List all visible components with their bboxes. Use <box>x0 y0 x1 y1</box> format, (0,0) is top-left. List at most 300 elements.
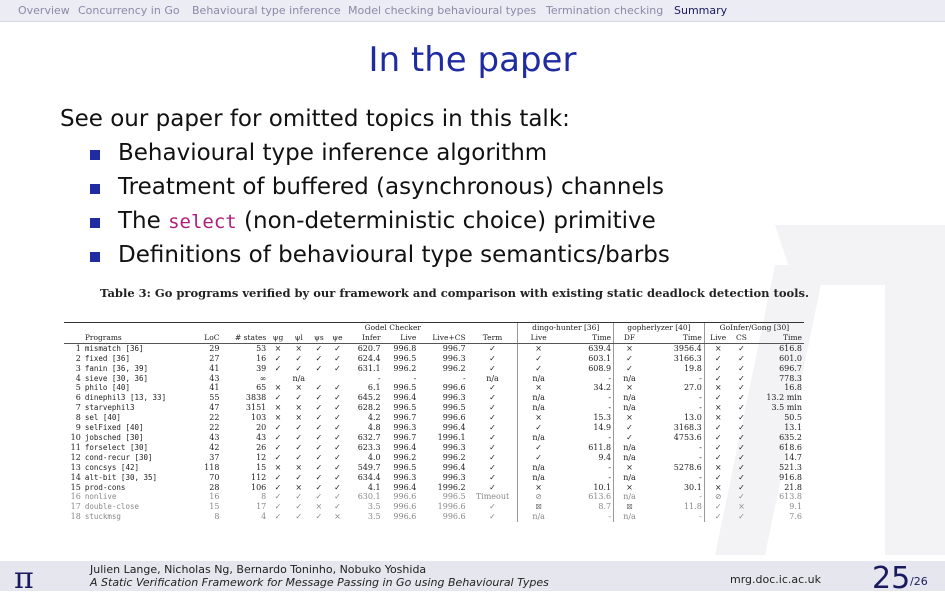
column-header: Live <box>704 333 731 343</box>
table-cell: ✓ <box>489 502 496 512</box>
table-cell: 7 <box>75 403 81 413</box>
table-cell: ✓ <box>315 353 323 363</box>
table-cell: × <box>518 343 559 353</box>
table-cell: ✓ <box>334 482 341 492</box>
table-cell: n/a <box>614 443 645 453</box>
table-cell: 53 <box>256 343 267 353</box>
table-cell: 30.1 <box>683 482 702 492</box>
table-cell: 3956.4 <box>673 343 702 353</box>
table-cell: ✓ <box>489 383 496 393</box>
table-cell: 996.6 <box>442 512 466 522</box>
table-cell: 13.2 min <box>766 393 802 403</box>
table-cell: 28 <box>209 482 220 492</box>
bullet-text: Behavioural type inference algorithm <box>118 140 548 166</box>
table-row <box>64 343 804 353</box>
table-cell: ✓ <box>704 502 731 512</box>
table-cell: 2 <box>75 353 81 363</box>
table-row <box>64 393 804 403</box>
table-cell: ✓ <box>295 423 303 433</box>
list-item <box>90 140 670 174</box>
table-cell: 15.3 <box>593 413 612 423</box>
table-cell: ✓ <box>489 452 496 462</box>
table-cell: ✓ <box>738 353 745 363</box>
table-cell: × <box>315 502 323 512</box>
table-cell: ✓ <box>334 343 341 353</box>
table-cell: 996.3 <box>442 353 466 363</box>
column-header: ψg <box>268 333 287 343</box>
column-header: ψl <box>288 333 310 343</box>
table-cell: 630.1 <box>357 492 381 502</box>
table-cell: ✓ <box>489 413 496 423</box>
table-cell: 3 <box>75 363 81 373</box>
table-cell: ✓ <box>518 364 559 374</box>
table-row <box>64 433 804 443</box>
table-cell: ✓ <box>334 383 341 393</box>
table-cell: ✓ <box>489 423 496 433</box>
table-cell: ✓ <box>738 452 745 462</box>
table-cell: 608.9 <box>588 363 612 373</box>
table-cell: 3166.3 <box>673 353 702 363</box>
table-cell: ✓ <box>738 343 745 353</box>
table-row <box>64 463 804 473</box>
table-cell: 10 <box>70 432 81 442</box>
table-cell: 22 <box>209 423 220 433</box>
table-cell: 39 <box>256 363 267 373</box>
table-cell: ✓ <box>315 472 323 482</box>
table-cell: 3168.3 <box>673 423 702 433</box>
table-cell: 696.7 <box>779 363 802 373</box>
table-cell: ✓ <box>738 482 745 492</box>
table-cell: 8 <box>261 492 267 502</box>
table-row <box>64 453 804 463</box>
table-cell: n/a <box>518 393 559 403</box>
table-cell: × <box>614 383 645 393</box>
table-cell <box>328 374 347 384</box>
table-cell: ✓ <box>738 423 745 433</box>
table-row <box>64 512 804 522</box>
table-cell: ✓ <box>489 363 496 373</box>
table-cell: ⊘ <box>704 492 731 502</box>
table-cell: ✓ <box>489 353 496 363</box>
table-cell: 13 <box>70 462 81 472</box>
godel-header: Godel Checker <box>364 323 421 332</box>
nav-termination-checking[interactable]: Termination checking <box>546 4 664 17</box>
table-cell: 601.0 <box>779 353 802 363</box>
column-header: Programs <box>83 333 196 343</box>
table-cell: 14 <box>70 472 81 482</box>
table-cell: 11 <box>70 442 81 452</box>
table-cell: n/a <box>614 492 645 502</box>
table-cell: ✓ <box>295 353 303 363</box>
table-cell: 15 <box>209 502 220 512</box>
table-cell: × <box>704 463 731 473</box>
bullet-square-icon <box>90 184 100 194</box>
table-cell: ✓ <box>738 462 745 472</box>
table-cell: × <box>274 413 282 423</box>
topic-list <box>90 140 670 276</box>
table-cell: 112 <box>250 472 267 482</box>
table-cell: ✓ <box>315 423 323 433</box>
table-cell: ✓ <box>295 512 303 522</box>
table-cell: × <box>274 383 282 393</box>
bullet-text-post: (non-deterministic choice) primitive <box>236 208 656 234</box>
table-cell: × <box>274 462 282 472</box>
table-cell: 634.4 <box>357 472 381 482</box>
table-cell: 22 <box>209 413 220 423</box>
table-cell: ✓ <box>274 502 282 512</box>
nav-overview[interactable]: Overview <box>18 4 70 17</box>
table-cell: × <box>704 483 731 493</box>
table-cell: 631.1 <box>357 363 381 373</box>
table-cell: ✓ <box>315 343 323 353</box>
table-cell: ✓ <box>334 423 341 433</box>
table-cell: n/a <box>614 393 645 403</box>
table-cell: 549.7 <box>357 462 381 472</box>
table-cell: 996.5 <box>393 462 417 472</box>
table-cell: 996.3 <box>442 442 466 452</box>
table-cell: × <box>614 463 645 473</box>
table-cell: ⊠ <box>614 502 645 512</box>
table-cell: ✓ <box>704 374 731 384</box>
table-cell: - <box>699 403 702 413</box>
table-cell: ✓ <box>738 363 745 373</box>
table-cell: × <box>614 413 645 423</box>
table-cell: sel [40] <box>84 413 121 423</box>
table-cell: ✓ <box>738 512 745 522</box>
table-cell: ✓ <box>274 482 282 492</box>
table-cell: ✓ <box>704 453 731 463</box>
table-cell: 1996.1 <box>437 432 466 442</box>
table-cell: stuckmsg <box>84 512 121 522</box>
table-cell: × <box>295 462 303 472</box>
table-cell: 6 <box>75 393 81 403</box>
table-cell: 21.8 <box>784 482 802 492</box>
column-header: Live+CS <box>418 333 467 343</box>
select-keyword: select <box>168 211 237 233</box>
table-cell: ✓ <box>315 363 323 373</box>
bullet-text: Treatment of buffered (asynchronous) channels <box>118 174 664 200</box>
table-cell: 29 <box>209 343 220 353</box>
column-header: Live <box>518 333 559 343</box>
column-header-row <box>64 333 804 343</box>
table-cell: ✓ <box>295 393 303 403</box>
table-cell: × <box>518 383 559 393</box>
table-cell: 5278.6 <box>673 462 702 472</box>
table-cell: 26 <box>256 442 267 452</box>
table-cell: ✓ <box>315 413 323 423</box>
table-cell: dinephil3 [13, 33] <box>84 393 167 403</box>
column-header: CS <box>732 333 752 343</box>
nav-concurrency-in-go[interactable]: Concurrency in Go <box>78 4 180 17</box>
table-cell: × <box>518 413 559 423</box>
intro-text: See our paper for omitted topics in this talk: <box>60 106 570 132</box>
table-cell: 4.1 <box>367 482 381 492</box>
table-cell: ✓ <box>704 393 731 403</box>
table-cell: ✓ <box>489 462 496 472</box>
table-cell: nonlive <box>84 492 117 502</box>
table-cell: 4753.6 <box>673 432 702 442</box>
table-cell: n/a <box>518 403 559 413</box>
table-cell: × <box>704 343 731 353</box>
table-cell: 4 <box>261 512 267 522</box>
page-number: 25 <box>872 561 911 596</box>
table-cell: 996.4 <box>442 423 466 433</box>
table-cell: 996.2 <box>393 452 417 462</box>
table-cell: × <box>738 502 745 512</box>
table-cell: ✓ <box>334 403 341 413</box>
table-row <box>64 354 804 364</box>
table-cell: ⊠ <box>518 502 559 512</box>
table-cell: ✓ <box>489 432 496 442</box>
table-cell: 42 <box>209 442 220 452</box>
table-cell: 639.4 <box>588 343 612 353</box>
table-cell: ✓ <box>518 443 559 453</box>
table-cell: 4.2 <box>367 413 381 423</box>
table-cell: 9.1 <box>789 502 802 512</box>
table-cell: ✓ <box>738 383 745 393</box>
table-cell: 118 <box>204 462 220 472</box>
table-cell: 4.0 <box>367 452 381 462</box>
table-cell: × <box>295 343 303 353</box>
table-cell: ✓ <box>295 442 303 452</box>
table-cell: - <box>608 393 612 403</box>
table-cell: 996.2 <box>393 363 417 373</box>
table-cell: n/a <box>614 403 645 413</box>
goinfer-header: GoInfer/Gong [30] <box>704 323 804 333</box>
column-header: ψe <box>328 333 347 343</box>
table-cell: ✓ <box>738 373 745 383</box>
table-cell: ✓ <box>295 492 303 502</box>
table-cell: × <box>614 483 645 493</box>
table-cell: 14.9 <box>593 423 612 433</box>
table-cell: 996.4 <box>393 442 417 452</box>
table-cell: 55 <box>209 393 220 403</box>
table-cell: ✓ <box>274 472 282 482</box>
column-header: Time <box>645 333 704 343</box>
table-cell: 996.3 <box>393 472 417 482</box>
table-cell: - <box>699 512 702 522</box>
table-cell: 613.6 <box>588 492 612 502</box>
table-cell: 996.5 <box>393 353 417 363</box>
table-cell: 3838 <box>245 393 267 403</box>
table-cell: × <box>295 413 303 423</box>
table-cell: sieve [30, 36] <box>84 373 149 383</box>
table-cell: ∞ <box>259 373 267 383</box>
table-cell: 635.2 <box>779 432 802 442</box>
table-cell: 996.5 <box>442 403 466 413</box>
column-header: # states <box>221 333 268 343</box>
table-cell: 103 <box>250 413 267 423</box>
table-cell: 996.3 <box>393 423 417 433</box>
table-cell: 996.3 <box>442 393 466 403</box>
table-cell: - <box>699 472 702 482</box>
table-cell: 1 <box>75 343 81 353</box>
table-cell: ✓ <box>315 442 323 452</box>
table-cell: ✓ <box>334 502 341 512</box>
table-cell: ✓ <box>315 482 323 492</box>
table-row <box>64 403 804 413</box>
table-cell: - <box>608 462 612 472</box>
table-cell: n/a <box>486 373 499 383</box>
table-cell: 632.7 <box>357 432 381 442</box>
table-cell: 628.2 <box>357 403 381 413</box>
table-cell: 645.2 <box>357 393 381 403</box>
paper-excerpt <box>60 280 820 561</box>
gopher-header: gopherlyzer [40] <box>614 323 705 333</box>
table-cell: n/a <box>614 473 645 483</box>
table-cell: × <box>704 383 731 393</box>
table-cell: ✓ <box>489 512 496 522</box>
table-cell: 603.1 <box>588 353 612 363</box>
table-cell: 5 <box>75 383 81 393</box>
table-cell: 27 <box>209 353 220 363</box>
table-cell: 996.2 <box>442 452 466 462</box>
table-cell: - <box>608 472 612 482</box>
results-table <box>64 322 804 522</box>
table-cell: 996.4 <box>393 482 417 492</box>
table-cell: 613.8 <box>779 492 802 502</box>
table-cell: ✓ <box>704 473 731 483</box>
table-cell: 778.3 <box>779 373 802 383</box>
table-cell: ✓ <box>334 462 341 472</box>
table-cell: concsys [42] <box>84 462 139 472</box>
section-nav <box>0 0 945 22</box>
table-cell: - <box>699 452 702 462</box>
table-cell: 27.0 <box>683 383 702 393</box>
table-cell: jobsched [30] <box>84 432 144 442</box>
table-cell: 16.8 <box>784 383 802 393</box>
table-cell: 70 <box>209 472 220 482</box>
table-cell: ✓ <box>334 413 341 423</box>
table-cell: ✓ <box>518 453 559 463</box>
table-cell: 1996.6 <box>437 502 466 512</box>
slide-title: In the paper <box>368 40 577 80</box>
table-cell: ✓ <box>315 462 323 472</box>
table-cell: 3151 <box>245 403 267 413</box>
table-cell: ✓ <box>334 452 341 462</box>
nav-summary[interactable]: Summary <box>674 4 728 17</box>
column-header: LoC <box>196 333 222 343</box>
table-cell: - <box>608 512 612 522</box>
table-cell: ✓ <box>738 492 745 502</box>
table-cell: ✓ <box>334 393 341 403</box>
table-cell: 12 <box>70 452 81 462</box>
table-cell: alt-bit [30, 35] <box>84 472 158 482</box>
table-cell: ✓ <box>274 442 282 452</box>
table-cell: ✓ <box>738 472 745 482</box>
table-cell: ✓ <box>738 432 745 442</box>
table-cell: 916.8 <box>779 472 802 482</box>
table-cell: mismatch [36] <box>84 343 144 353</box>
column-header: DF <box>614 333 645 343</box>
nav-model-checking[interactable]: Model checking behavioural types <box>348 4 537 17</box>
table-cell: ✓ <box>489 403 496 413</box>
table-cell: 996.6 <box>393 492 417 502</box>
table-cell: × <box>614 343 645 353</box>
table-cell: 16 <box>256 353 267 363</box>
column-header: Infer <box>347 333 383 343</box>
table-cell: n/a <box>518 512 559 522</box>
table-cell: ✓ <box>295 472 303 482</box>
table-cell: prod-cons <box>84 482 126 492</box>
page-total: /26 <box>910 575 928 588</box>
table-cell: 18 <box>70 512 81 522</box>
nav-behavioural-type-inference[interactable]: Behavioural type inference <box>192 4 341 17</box>
table-cell: forselect [30] <box>84 442 149 452</box>
footer-authors: Julien Lange, Nicholas Ng, Bernardo Toninho, Nobuko Yoshida <box>90 563 427 576</box>
table-row <box>64 492 804 502</box>
table-cell: 8 <box>214 512 220 522</box>
table-cell: 996.6 <box>442 413 466 423</box>
table-caption: Table 3: Go programs verified by our framework and comparison with existing static deadlock detection tools. <box>100 286 810 300</box>
table-cell: 3.5 <box>367 502 381 512</box>
table-cell: 9.4 <box>598 452 612 462</box>
table-cell: 996.6 <box>393 502 417 512</box>
table-cell: × <box>334 512 341 522</box>
table-cell: 19.8 <box>683 363 702 373</box>
table-cell: cond-recur [30] <box>84 452 153 462</box>
table-cell: 12 <box>256 452 267 462</box>
table-cell: 996.7 <box>442 343 466 353</box>
table-cell: ✓ <box>274 452 282 462</box>
table-cell: 43 <box>209 432 220 442</box>
table-cell: 41 <box>209 363 220 373</box>
table-cell: ✓ <box>315 393 323 403</box>
table-cell: - <box>699 442 702 452</box>
table-cell: Timeout <box>475 492 510 502</box>
table-cell: ✓ <box>315 383 323 393</box>
table-cell: ✓ <box>274 363 282 373</box>
table-cell: 41 <box>209 383 220 393</box>
table-cell: 7.6 <box>789 512 802 522</box>
table-cell: - <box>377 373 381 383</box>
table-row <box>64 413 804 423</box>
table-cell: ✓ <box>704 433 731 443</box>
table-cell: 10.1 <box>593 482 612 492</box>
table-cell: ✓ <box>489 393 496 403</box>
table-cell: ✓ <box>518 423 559 433</box>
table-cell: n/a <box>518 463 559 473</box>
table-row <box>64 364 804 374</box>
table-cell: - <box>608 403 612 413</box>
table-cell: ✓ <box>274 512 282 522</box>
table-cell: ✓ <box>489 472 496 482</box>
table-cell: 996.7 <box>393 432 417 442</box>
table-cell: × <box>518 483 559 493</box>
bullet-text-pre: The <box>118 208 169 234</box>
table-cell: 37 <box>209 452 220 462</box>
footer-institution: mrg.doc.ic.ac.uk <box>730 573 822 586</box>
table-cell: 4.8 <box>367 423 381 433</box>
table-cell: ✓ <box>295 452 303 462</box>
table-cell: 996.4 <box>442 462 466 472</box>
table-cell: 996.5 <box>393 403 417 413</box>
table-cell: 996.6 <box>393 512 417 522</box>
list-item <box>90 242 670 276</box>
table-cell: 8 <box>75 413 81 423</box>
table-cell: 106 <box>250 482 267 492</box>
table-cell: ✓ <box>295 432 303 442</box>
table-cell: 43 <box>256 432 267 442</box>
column-header <box>64 333 83 343</box>
table-cell: 14.7 <box>784 452 802 462</box>
table-cell: 47 <box>209 403 220 413</box>
table-cell: 996.8 <box>393 343 417 353</box>
column-header: Time <box>559 333 614 343</box>
column-header: Time <box>751 333 804 343</box>
table-cell: selFixed [40] <box>84 423 144 433</box>
table-cell: 15 <box>70 482 81 492</box>
